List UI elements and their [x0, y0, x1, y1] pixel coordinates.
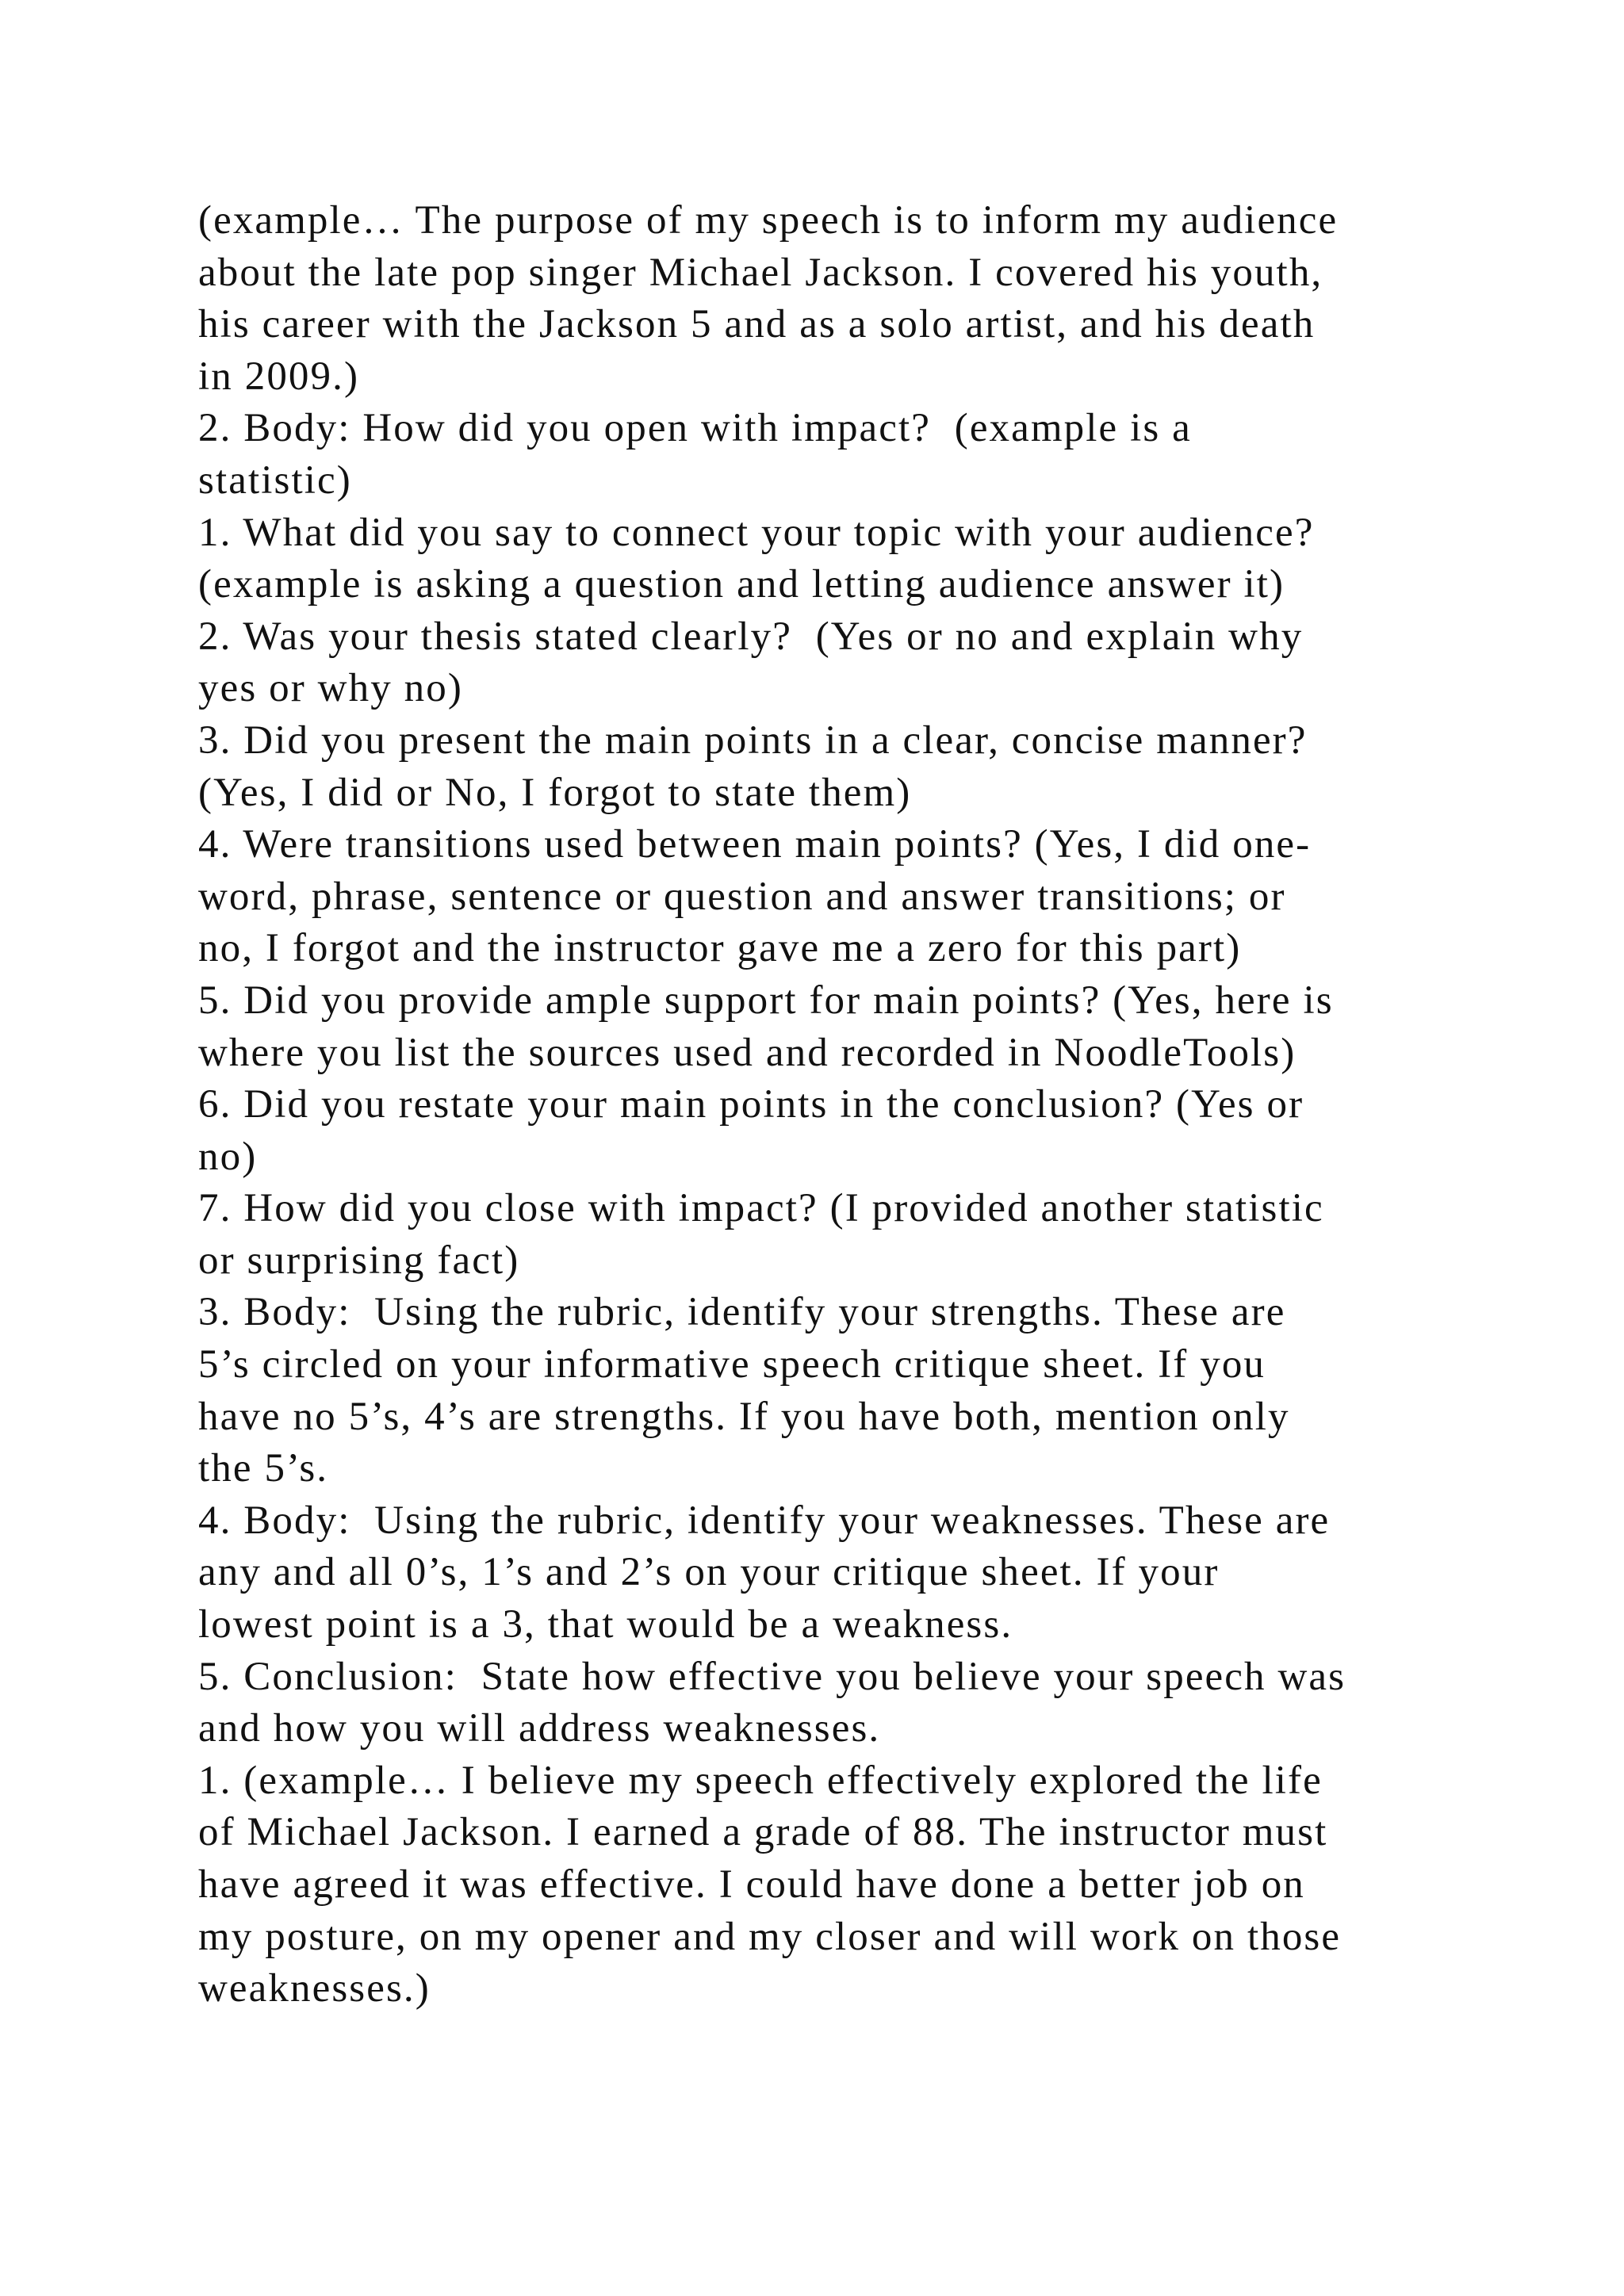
document-body-text: [198, 195, 1515, 2015]
text-line: 5. Did you provide ample support for main points? (Yes, here is: [198, 978, 1334, 1023]
text-line: weaknesses.): [198, 1966, 431, 2011]
text-line: yes or why no): [198, 666, 463, 711]
text-line: word, phrase, sentence or question and answer transitions; or: [198, 874, 1286, 919]
text-line: statistic): [198, 457, 352, 503]
text-line: 1. (example… I believe my speech effectively explored the life: [198, 1758, 1323, 1803]
text-line: 2. Was your thesis stated clearly? (Yes or no and explain why: [198, 614, 1304, 659]
text-line: 3. Body: Using the rubric, identify your strengths. These are: [198, 1290, 1286, 1335]
text-line: 5’s circled on your informative speech critique sheet. If you: [198, 1342, 1266, 1387]
text-line: have no 5’s, 4’s are strengths. If you have both, mention only: [198, 1394, 1290, 1439]
text-line: about the late pop singer Michael Jackson. I covered his youth,: [198, 250, 1323, 295]
text-line: his career with the Jackson 5 and as a solo artist, and his death: [198, 302, 1316, 347]
text-line: my posture, on my opener and my closer and will work on those: [198, 1914, 1342, 1959]
text-line: of Michael Jackson. I earned a grade of 88. The instructor must: [198, 1810, 1328, 1855]
text-line: 2. Body: How did you open with impact? (example is a: [198, 406, 1192, 451]
text-line: (example is asking a question and letting audience answer it): [198, 562, 1285, 607]
text-line: have agreed it was effective. I could have done a better job on: [198, 1862, 1305, 1907]
text-line: the 5’s.: [198, 1446, 329, 1491]
text-line: (example… The purpose of my speech is to inform my audience: [198, 198, 1339, 243]
text-line: lowest point is a 3, that would be a weakness.: [198, 1602, 1013, 1647]
text-line: 1. What did you say to connect your topic with your audience?: [198, 510, 1315, 555]
text-line: 6. Did you restate your main points in the conclusion? (Yes or: [198, 1082, 1304, 1127]
text-line: 3. Did you present the main points in a clear, concise manner?: [198, 718, 1308, 763]
text-line: no, I forgot and the instructor gave me a zero for this part): [198, 926, 1242, 971]
text-line: where you list the sources used and recorded in NoodleTools): [198, 1030, 1297, 1075]
text-line: and how you will address weaknesses.: [198, 1706, 881, 1751]
text-line: (Yes, I did or No, I forgot to state them): [198, 770, 912, 815]
text-line: or surprising fact): [198, 1238, 520, 1283]
text-line: 7. How did you close with impact? (I provided another statistic: [198, 1186, 1324, 1231]
text-line: 5. Conclusion: State how effective you believe your speech was: [198, 1654, 1346, 1699]
text-line: 4. Were transitions used between main points? (Yes, I did one-: [198, 822, 1312, 867]
text-line: in 2009.): [198, 354, 360, 399]
text-line: 4. Body: Using the rubric, identify your weaknesses. These are: [198, 1498, 1331, 1543]
text-line: any and all 0’s, 1’s and 2’s on your critique sheet. If your: [198, 1550, 1220, 1595]
text-line: no): [198, 1134, 258, 1179]
